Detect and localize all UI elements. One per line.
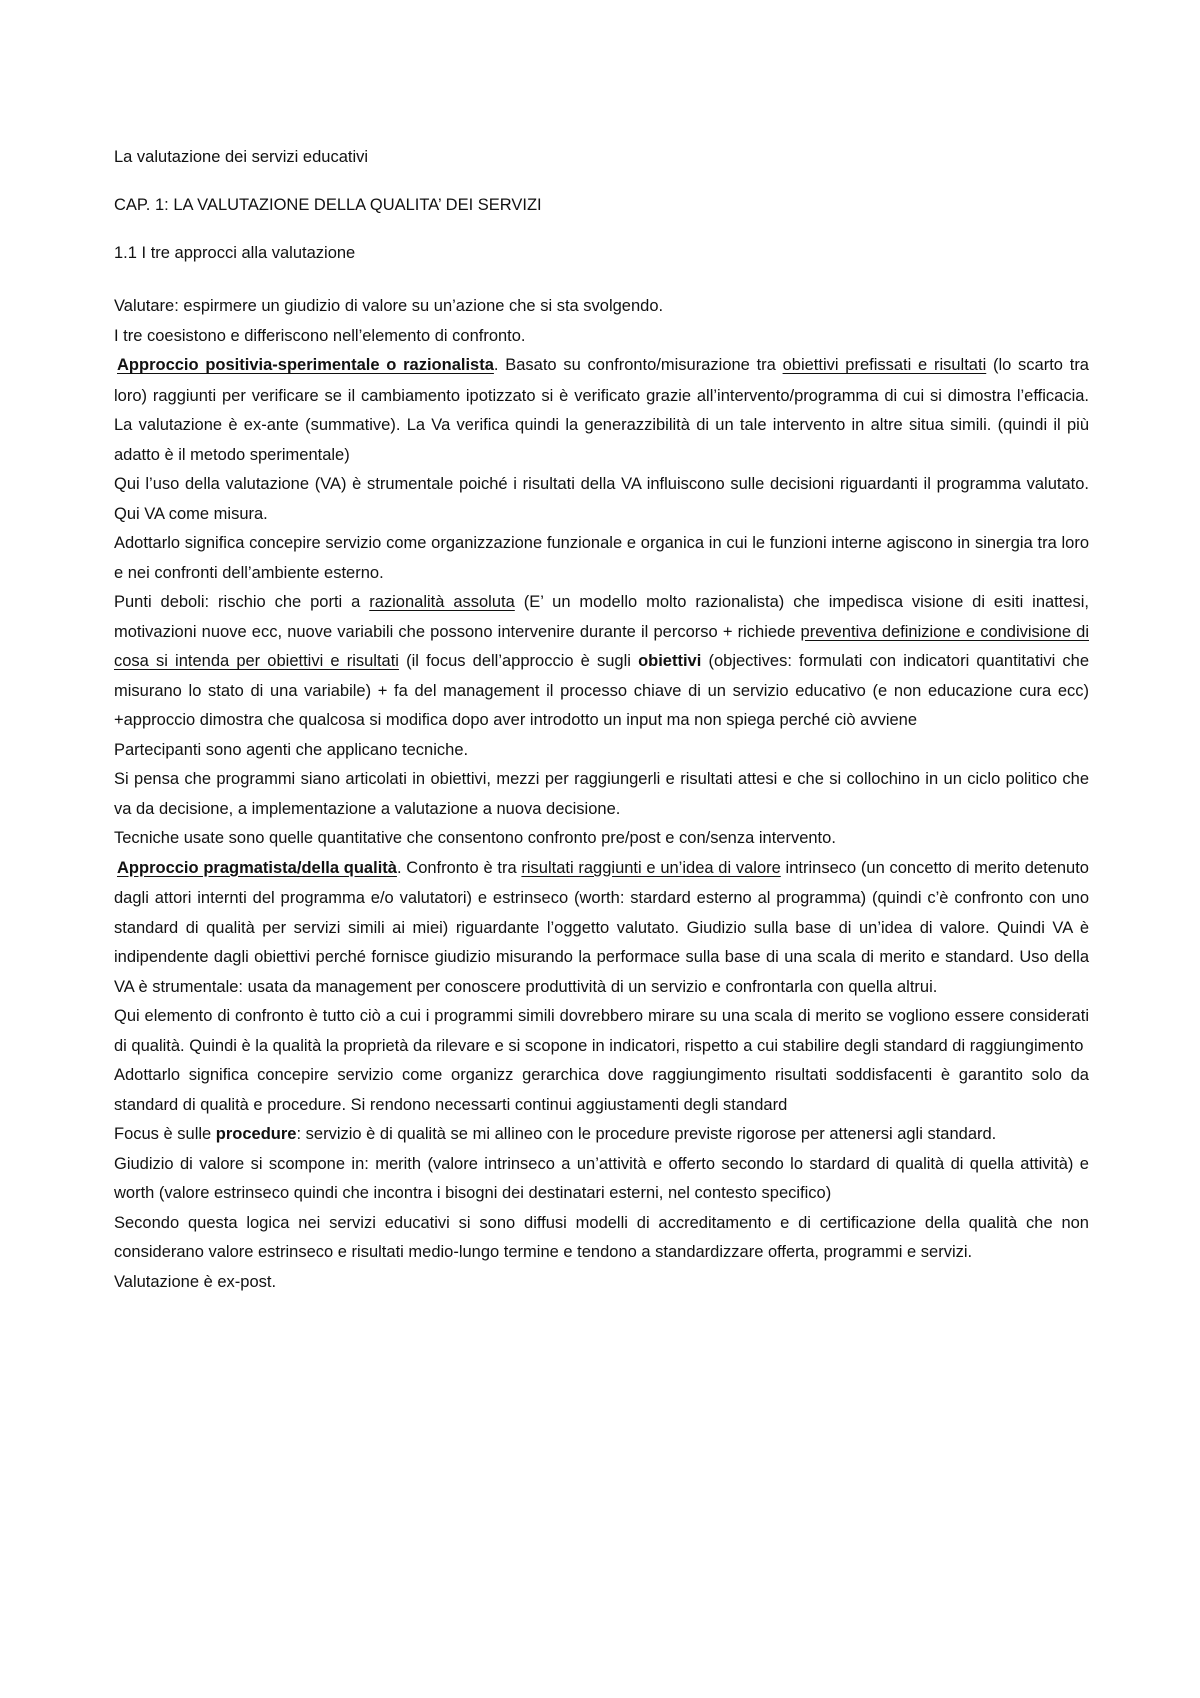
- paragraph-procedures-focus: [114, 1120, 1089, 1150]
- paragraph-ex-post: Valutazione è ex-post.: [114, 1272, 277, 1291]
- text-run: Focus è sulle: [114, 1125, 216, 1143]
- text-run: . Basato su confronto/misurazione tra: [493, 356, 783, 374]
- paragraph-comparison-element: Qui elemento di confronto è tutto ciò a cui i programmi simili dovrebbero mirare su una scala di merito se vogliono essere considerati di qualità. Quindi è la qualità la proprietà da rilevare e si scopone in indicatori, rispetto a cui stabilire degli standard di raggiungimento: [114, 1007, 1089, 1055]
- text-run: (E’ un modello molto razionalista) che impedisca visione di esiti inattesi, motivazioni nuove ecc, nuove variabili che possono intervenire durante il percorso + richiede: [114, 593, 1090, 641]
- chapter-heading: CAP. 1: LA VALUTAZIONE DELLA QUALITA’ DEI SERVIZI: [114, 196, 542, 214]
- paragraph-techniques: Tecniche usate sono quelle quantitative che consentono confronto pre/post e con/senza intervento.: [114, 829, 836, 847]
- underlined-phrase: razionalità assoluta: [369, 593, 515, 611]
- document-content: [114, 146, 1089, 1297]
- paragraph-definition: Valutare: espirmere un giudizio di valore su un’azione che si sta svolgendo.: [114, 297, 664, 315]
- underlined-phrase: obiettivi prefissati e risultati: [782, 356, 987, 374]
- text-run: intrinseco (un concetto di merito detenuto dagli attori internti del programma e/o valutatori) e estrinseco (worth: stardard esterno al programma) (quindi c’è confronto con uno standard di qualità per servizi simili ai miei) riguardante l’oggetto valutato. Giudizio sulla base di un’idea di valore. Quindi VA è indipendente dagli obiettivi perché fornisce giudizio misurando la performace sulla base di una scala di merito e standard. Uso della VA è strumentale: usata da management per conoscere produttività di un servizio e confrontarla con quella altrui.: [114, 858, 1089, 996]
- approach-heading-positivist: Approccio positivia-sperimentale o razionalista: [117, 356, 494, 374]
- text-run: (objectives: formulati con indicatori quantitativi che misurano lo stato di una variabile) + fa del management il processo chiave di un servizio educativo (e non educazione cura ecc) +approccio dimostra che qualcosa si modifica dopo aver introdotto un input ma non spiega perché ciò avviene: [114, 652, 1089, 729]
- paragraph-intro: I tre coesistono e differiscono nell’elemento di confronto.: [114, 326, 526, 345]
- paragraph-adoption-hierarchy: Adottarlo significa concepire servizio come organizz gerarchica dove raggiungimento risultati soddisfacenti è garantito solo da standard di qualità e procedure. Si rendono necessarti continui aggiustamenti degli standard: [114, 1066, 1089, 1114]
- paragraph-va-use: Qui l’uso della valutazione (VA) è strumentale poiché i risultati della VA influiscono sulle decisioni riguardanti il programma valutato. Qui VA come misura.: [114, 475, 1089, 523]
- paragraph-accreditation: Secondo questa logica nei servizi educativi si sono diffusi modelli di accreditamento e di certificazione della qualità che non considerano valore estrinseco e risultati medio-lungo termine e tendono a standardizzare offerta, programmi e servizi.: [114, 1213, 1089, 1261]
- text-run: . Confronto è tra: [396, 858, 522, 877]
- document-body: [114, 292, 1089, 1297]
- text-run: (lo scarto tra loro) raggiunti per verificare se il cambiamento ipotizzato si è verificato grazie all’intervento/programma di cui si dimostra l’efficacia. La valutazione è ex-ante (summative). La Va verifica quindi la generazzibilità di un tale intervento in altre situa simili. (quindi il più adatto è il metodo sperimentale): [114, 356, 1089, 464]
- approach-heading-pragmatist: Approccio pragmatista/della qualità: [117, 858, 397, 877]
- underlined-phrase: risultati raggiunti e un’idea di valore: [521, 858, 781, 877]
- paragraph-value-judgement: Giudizio di valore si scompone in: merith (valore intrinseco a un’attività e offerto secondo lo stardard di qualità di quella attività) e worth (valore estrinseco quindi che incontra i bisogni dei destinatari esterni, nel contesto specifico): [114, 1154, 1089, 1202]
- text-run: (il focus dell’approccio è sugli: [398, 652, 639, 670]
- bold-term: procedure: [215, 1125, 297, 1143]
- paragraph-adoption: Adottarlo significa concepire servizio come organizzazione funzionale e organica in cui le funzioni interne agiscono in sinergia tra loro e nei confronti dell’ambiente esterno.: [114, 534, 1089, 582]
- paragraph-participants: Partecipanti sono agenti che applicano tecniche.: [114, 740, 469, 759]
- paragraph-positivist-approach: [114, 351, 1089, 470]
- section-heading: 1.1 I tre approcci alla valutazione: [114, 244, 356, 262]
- text-run: Punti deboli: rischio che porti a: [114, 593, 370, 611]
- paragraph-programs: Si pensa che programmi siano articolati in obiettivi, mezzi per raggiungerli e risultati attesi e che si collochino in un ciclo politico che va da decisione, a implementazione a valutazione a nuova decisione.: [114, 770, 1089, 818]
- paragraph-weak-points: [114, 588, 1089, 736]
- paragraph-pragmatist-approach: [114, 854, 1089, 1003]
- bold-term: obiettivi: [638, 652, 702, 670]
- text-run: : servizio è di qualità se mi allineo con le procedure previste rigorose per attenersi agli standard.: [296, 1125, 997, 1143]
- document-title: La valutazione dei servizi educativi: [114, 148, 369, 166]
- underlined-phrase: preventiva definizione e condivisione di cosa si intenda per obiettivi e risultati: [114, 622, 1089, 670]
